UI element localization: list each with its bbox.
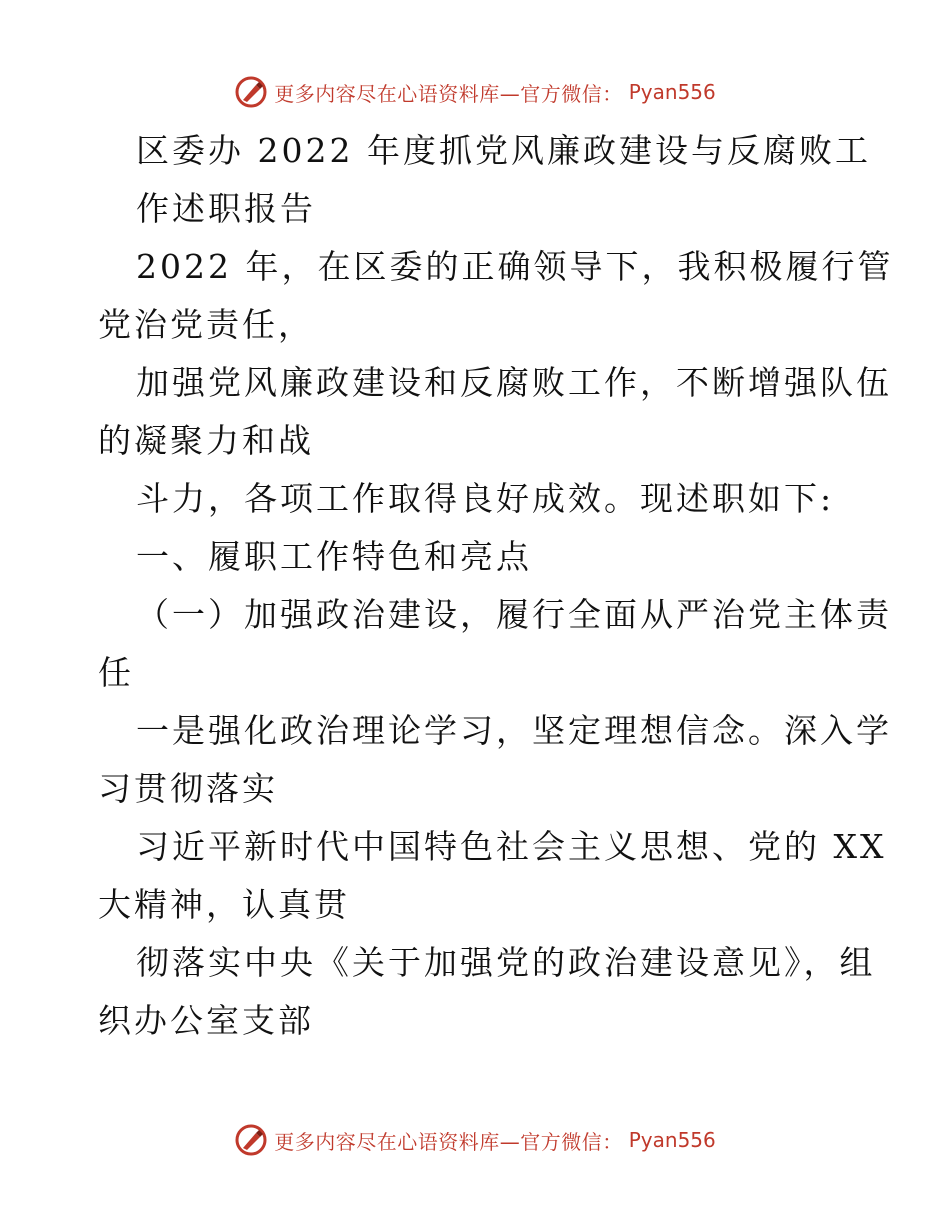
watermark-text: 更多内容尽在心语资料库—官方微信： — [274, 1129, 623, 1154]
paragraph-line: 大精神，认真贯 — [98, 885, 350, 924]
title-line-2: 作述职报告 — [136, 189, 316, 228]
paragraph-line: 彻落实中央《关于加强党的政治建设意见》，组 — [136, 943, 876, 982]
paragraph-line: 党治党责任， — [98, 305, 314, 344]
paragraph-line: 一是强化政治理论学习，坚定理想信念。深入学 — [136, 711, 892, 750]
watermark-wechat-id: Pyan556 — [628, 1128, 716, 1152]
header-watermark — [0, 72, 950, 112]
paragraph-line: 织办公室支部 — [98, 1001, 314, 1040]
watermark-text: 更多内容尽在心语资料库—官方微信： — [274, 81, 623, 106]
paragraph-line: 2022 年，在区委的正确领导下，我积极履行管 — [136, 247, 894, 286]
footer-watermark — [0, 1120, 950, 1160]
paragraph-line: 习贯彻落实 — [98, 769, 278, 808]
title-line-1: 区委办 2022 年度抓党风廉政建设与反腐败工 — [136, 131, 871, 170]
section-heading: 一、履职工作特色和亮点 — [136, 537, 532, 576]
paragraph-line: 的凝聚力和战 — [98, 421, 314, 460]
paragraph-line: 加强党风廉政建设和反腐败工作，不断增强队伍 — [136, 363, 892, 402]
subsection-heading-cont: 任 — [98, 653, 134, 692]
pen-logo-icon — [234, 1123, 268, 1157]
pen-logo-icon — [234, 75, 268, 109]
paragraph-line: 斗力，各项工作取得良好成效。现述职如下: — [136, 479, 835, 518]
document-body — [98, 122, 894, 1050]
subsection-heading: （一）加强政治建设，履行全面从严治党主体责 — [136, 595, 892, 634]
watermark-wechat-id: Pyan556 — [628, 80, 716, 104]
paragraph-line: 习近平新时代中国特色社会主义思想、党的 XX — [136, 827, 887, 866]
